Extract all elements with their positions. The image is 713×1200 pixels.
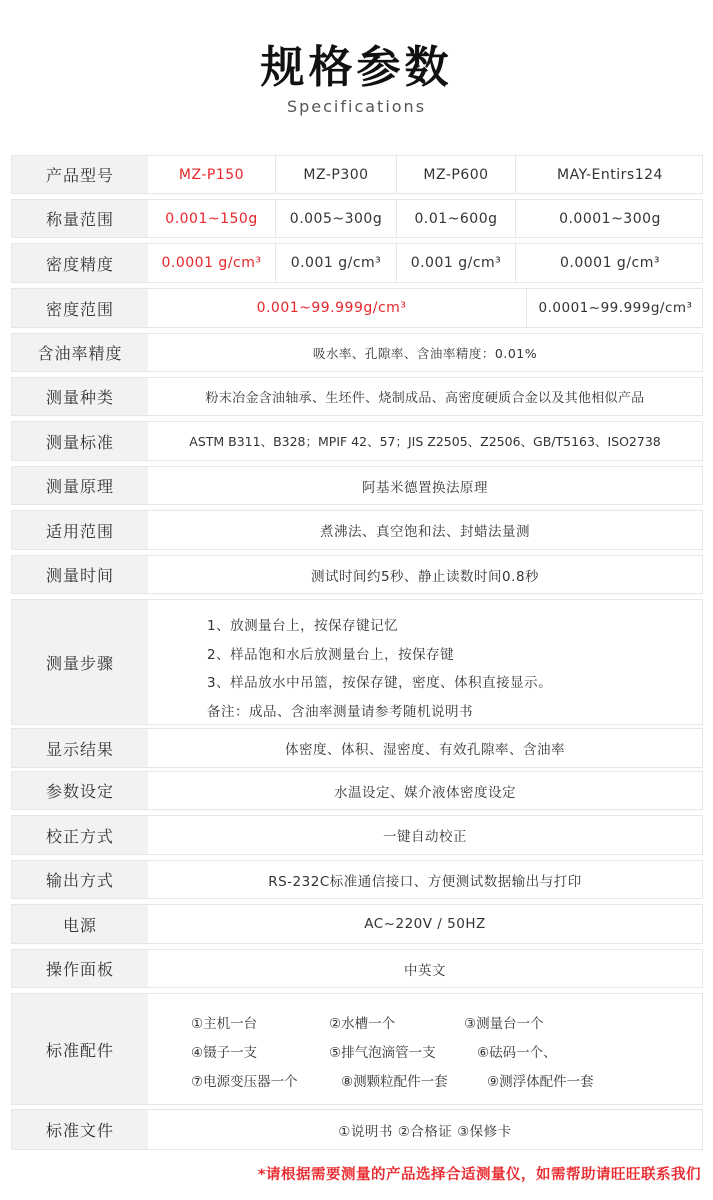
row-label: 电源 <box>12 905 148 943</box>
row-label: 含油率精度 <box>12 334 148 371</box>
row-label: 适用范围 <box>12 511 148 549</box>
row-scope <box>11 510 703 550</box>
row-capacity <box>11 199 703 238</box>
row-value: AC~220V / 50HZ <box>364 916 486 932</box>
row-value: 水温设定、媒介液体密度设定 <box>334 784 516 801</box>
row-value: 一键自动校正 <box>383 829 467 845</box>
row-value: RS-232C标准通信接口、方便测试数据输出与打印 <box>268 873 582 890</box>
capacity-cell-1: 0.001~150g <box>165 210 258 227</box>
row-label: 标准文件 <box>12 1110 148 1149</box>
precision-cell-4: 0.0001 g/cm³ <box>560 255 660 271</box>
row-value: 测试时间约5秒、静止读数时间0.8秒 <box>310 568 540 585</box>
step-line: 2、样品饱和水后放测量台上，按保存键 <box>207 646 455 663</box>
row-documents <box>11 1109 703 1150</box>
row-accessories <box>11 993 703 1105</box>
footnote: *请根据需要测量的产品选择合适测量仪，如需帮助请旺旺联系我们 <box>257 1167 701 1183</box>
model-cell-3: MZ-P600 <box>423 166 489 183</box>
accessory-item: ②水槽一个 <box>329 1016 396 1032</box>
row-label: 标准配件 <box>12 994 148 1104</box>
row-value: 体密度、体积、湿密度、有效孔隙率、含油率 <box>285 742 565 758</box>
row-label: 测量时间 <box>12 556 148 593</box>
capacity-cell-3: 0.01~600g <box>414 210 498 227</box>
accessory-item: ⑦电源变压器一个 <box>191 1074 298 1090</box>
row-value: 粉末冶金含油轴承、生坯件、烧制成品、高密度硬质合金以及其他相似产品 <box>205 391 645 406</box>
precision-cell-1: 0.0001 g/cm³ <box>161 255 262 271</box>
accessory-item: ⑤排气泡滴管一支 <box>329 1045 436 1061</box>
row-label: 密度精度 <box>12 244 148 282</box>
row-label: 密度范围 <box>12 289 148 327</box>
row-label: 测量步骤 <box>12 600 148 724</box>
row-steps <box>11 599 703 725</box>
row-value: 中英文 <box>404 962 446 979</box>
steps-list <box>207 612 552 726</box>
density-range-cell-1: 0.001~99.999g/cm³ <box>256 300 407 316</box>
page-subtitle: Specifications <box>286 97 427 116</box>
row-value: 吸水率、孔隙率、含油率精度：0.01% <box>312 345 538 361</box>
page-title: 规格参数 <box>260 42 453 93</box>
accessory-item: ③测量台一个 <box>464 1016 544 1032</box>
precision-cell-2: 0.001 g/cm³ <box>290 255 382 271</box>
precision-cell-3: 0.001 g/cm³ <box>410 255 502 271</box>
row-label: 测量种类 <box>12 378 148 415</box>
row-label: 操作面板 <box>12 950 148 987</box>
row-label: 产品型号 <box>12 156 148 193</box>
capacity-cell-4: 0.0001~300g <box>559 210 661 227</box>
row-principle <box>11 466 703 505</box>
row-calibration <box>11 815 703 855</box>
row-label: 称量范围 <box>12 200 148 237</box>
row-density-precision <box>11 243 703 283</box>
accessory-item: ④镊子一支 <box>191 1045 258 1061</box>
row-label: 参数设定 <box>12 772 148 809</box>
row-output <box>11 860 703 899</box>
row-density-range <box>11 288 703 328</box>
step-line: 3、样品放水中吊篮，按保存键，密度、体积直接显示。 <box>207 675 553 691</box>
row-measure-type <box>11 377 703 416</box>
density-range-cell-2: 0.0001~99.999g/cm³ <box>538 300 693 316</box>
row-label: 测量标准 <box>12 422 148 460</box>
model-cell-2: MZ-P300 <box>303 166 369 183</box>
row-value: ①说明书 ②合格证 ③保修卡 <box>338 1123 512 1140</box>
row-label: 显示结果 <box>12 729 148 767</box>
row-value: 阿基米德置换法原理 <box>362 479 488 496</box>
row-panel <box>11 949 703 988</box>
accessory-item: ⑧测颗粒配件一套 <box>341 1074 448 1090</box>
row-params <box>11 771 703 810</box>
step-note: 备注：成品、含油率测量请参考随机说明书 <box>207 703 473 720</box>
accessory-item: ⑥砝码一个、 <box>477 1045 557 1061</box>
row-label: 测量原理 <box>12 467 148 504</box>
row-value: 煮沸法、真空饱和法、封蜡法量测 <box>320 524 530 540</box>
row-value: ASTM B311、B328；MPIF 42、57；JIS Z2505、Z2506、GB/T5163、ISO2738 <box>189 434 661 449</box>
row-power <box>11 904 703 944</box>
row-models <box>11 155 703 194</box>
header <box>0 0 713 150</box>
capacity-cell-2: 0.005~300g <box>289 210 383 227</box>
model-cell-4: MAY-Entirs124 <box>557 166 663 183</box>
row-display <box>11 728 703 768</box>
row-label: 输出方式 <box>12 861 148 898</box>
row-standard <box>11 421 703 461</box>
row-label: 校正方式 <box>12 816 148 854</box>
model-cell-1: MZ-P150 <box>178 166 245 183</box>
row-oil-precision <box>11 333 703 372</box>
accessory-item: ①主机一台 <box>191 1016 258 1032</box>
row-time <box>11 555 703 594</box>
step-line: 1、放测量台上，按保存键记忆 <box>207 618 399 634</box>
accessory-item: ⑨测浮体配件一套 <box>487 1074 594 1090</box>
